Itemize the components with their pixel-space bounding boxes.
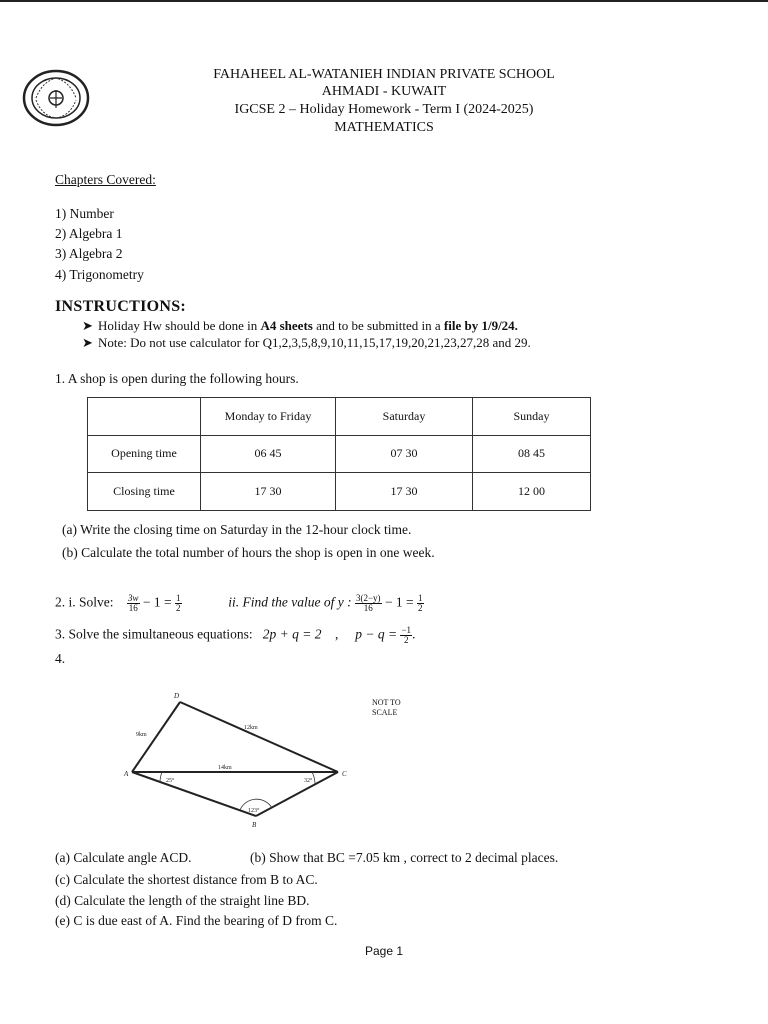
vertex-label-a: A (124, 770, 129, 778)
question-1b: (b) Calculate the total number of hours the shop is open in one week. (62, 545, 435, 560)
table-row (88, 398, 591, 436)
table-cell (88, 398, 201, 436)
chapter-item: 2) Algebra 1 (55, 226, 123, 241)
not-to-scale-label: NOT TO SCALE (372, 698, 401, 717)
table-cell: 06 45 (201, 435, 336, 473)
table-cell: 12 00 (473, 473, 591, 511)
table-cell: 17 30 (336, 473, 473, 511)
table-cell: Opening time (88, 435, 201, 473)
school-location: AHMADI - KUWAIT (321, 84, 447, 99)
subject-title: MATHEMATICS (334, 120, 434, 135)
shop-hours-table (87, 397, 591, 511)
angle-arc-a (160, 772, 162, 782)
question-3: 3. Solve the simultaneous equations: 2p + q = 2 , p − q = $\frac{-1}{2}$ . (55, 625, 416, 645)
question-4d: (d) Calculate the length of the straight line BD. (55, 893, 310, 908)
table-cell: Closing time (88, 473, 201, 511)
angle-arc-c (312, 772, 315, 784)
table-cell: 08 45 (473, 435, 591, 473)
top-rule (0, 0, 768, 2)
line-ab (132, 772, 256, 816)
table-row (88, 435, 591, 473)
chapter-item: 1) Number (55, 206, 114, 221)
school-name: FAHAHEEL AL-WATANIEH INDIAN PRIVATE SCHOOL (213, 67, 555, 82)
length-label-ad: 9km (136, 732, 147, 738)
question-4b: (b) Show that BC =7.05 km , correct to 2 decimal places. (250, 850, 559, 865)
line-dc (180, 702, 338, 772)
page-number: Page 1 (364, 944, 404, 958)
instruction-line-1: ➤ Holiday Hw should be done in A4 sheets and to be submitted in a file by 1/9/24. (82, 318, 518, 333)
length-label-dc: 12km (244, 725, 258, 731)
table-header: Monday to Friday (201, 398, 336, 436)
table-header: Sunday (473, 398, 591, 436)
triangle-diagram (118, 688, 368, 828)
arrow-bullet-icon: ➤ (82, 318, 93, 333)
instruction-line-2: ➤ Note: Do not use calculator for Q1,2,3,5,8,9,10,11,15,17,19,20,21,23,27,28 and 29. (82, 335, 531, 350)
question-2: 2. i. Solve: $\frac{3w}{16}$ − 1 = $\frac{1}{2}$ ii. Find the value of y : $\frac{3(2-y)}{16}$ − 1 = $\frac{1}{2}$ (55, 593, 423, 613)
angle-label-b: 123° (248, 808, 260, 814)
line-bc (256, 772, 338, 816)
table-cell: 17 30 (201, 473, 336, 511)
arrow-bullet-icon: ➤ (82, 335, 93, 350)
vertex-label-c: C (342, 770, 347, 778)
vertex-label-b: B (252, 821, 257, 828)
instructions-heading: INSTRUCTIONS: (55, 298, 187, 315)
question-1a: (a) Write the closing time on Saturday in the 12-hour clock time. (62, 522, 412, 537)
angle-label-c: 32° (304, 778, 313, 784)
course-title: IGCSE 2 – Holiday Homework - Term I (2024-2025) (234, 102, 534, 117)
vertex-label-d: D (174, 692, 180, 700)
length-label-ac: 14km (218, 765, 232, 771)
chapter-item: 4) Trigonometry (55, 267, 144, 282)
angle-label-a: 25° (166, 778, 175, 784)
question-4a: (a) Calculate angle ACD. (55, 850, 192, 865)
question-4-number: 4. (55, 651, 66, 666)
chapters-heading: Chapters Covered: (55, 172, 156, 187)
table-header: Saturday (336, 398, 473, 436)
table-row (88, 473, 591, 511)
question-1-text: 1. A shop is open during the following hours. (55, 371, 299, 386)
table-cell: 07 30 (336, 435, 473, 473)
chapter-item: 3) Algebra 2 (55, 246, 123, 261)
question-4e: (e) C is due east of A. Find the bearing of D from C. (55, 913, 338, 928)
question-4c: (c) Calculate the shortest distance from B to AC. (55, 872, 318, 887)
